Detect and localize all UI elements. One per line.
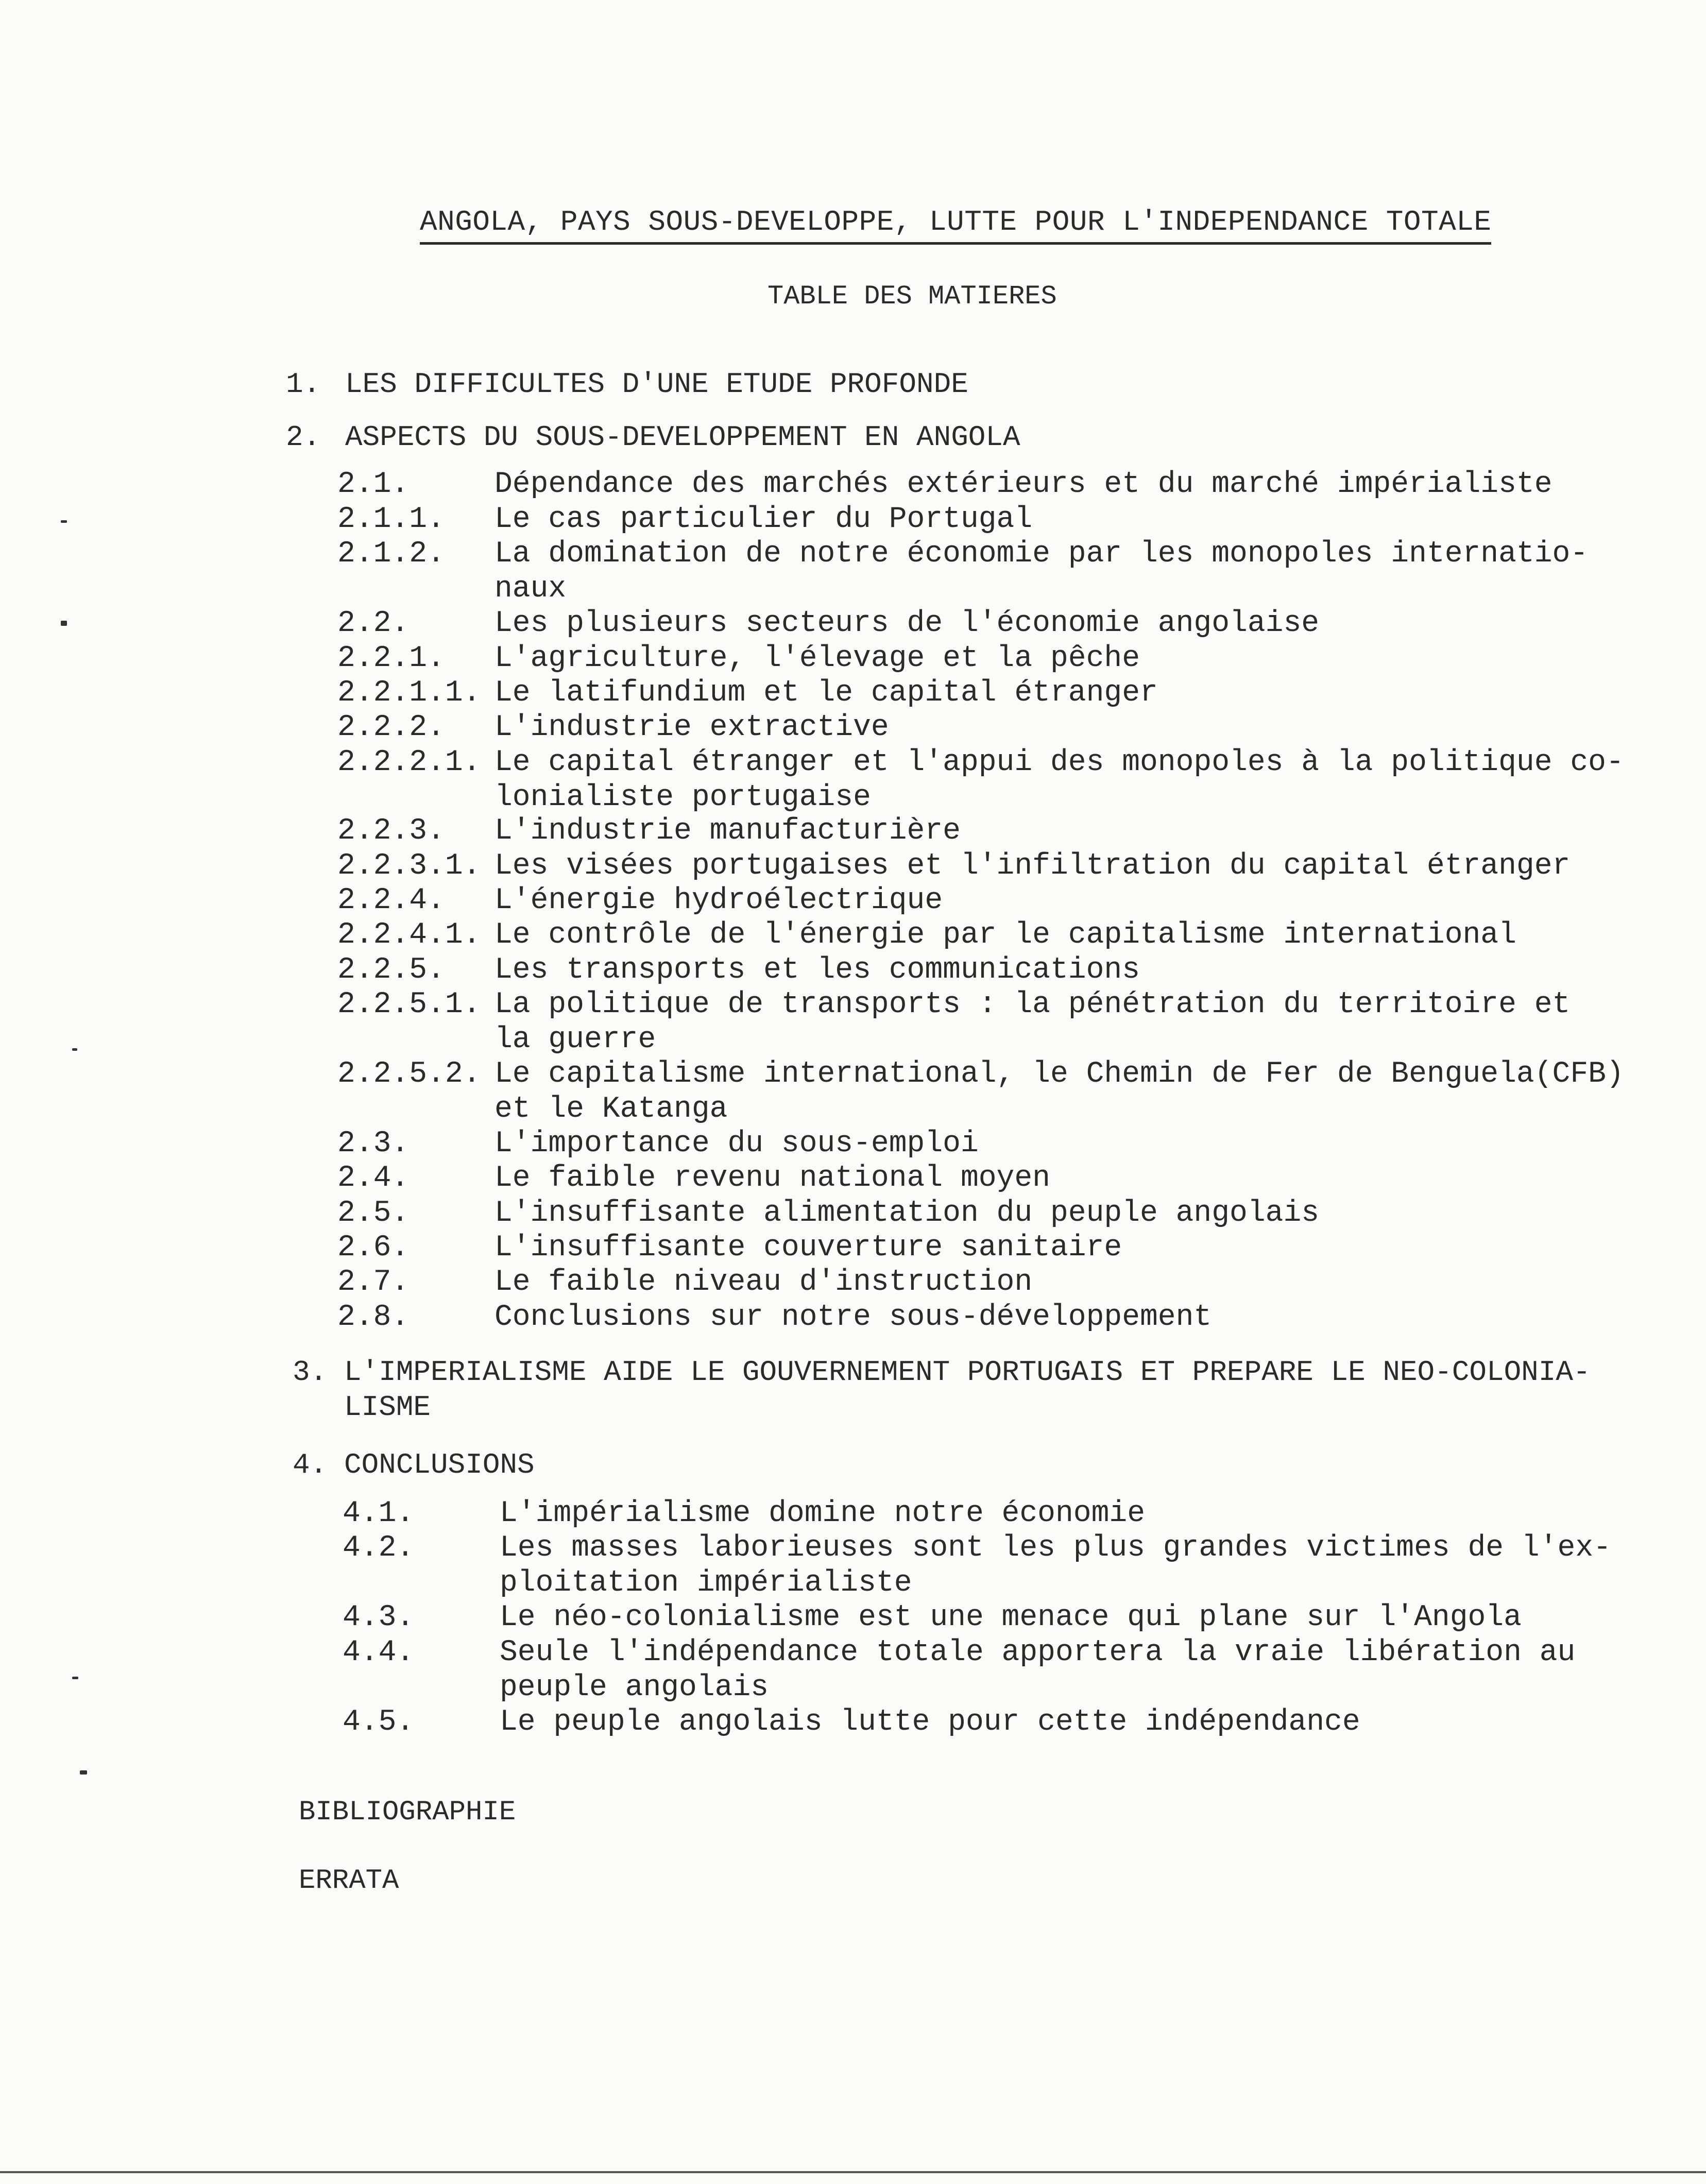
toc-entry-4-2[interactable] <box>343 1531 1611 1601</box>
toc-entry-2-2[interactable] <box>337 606 1319 641</box>
toc-section-1[interactable] <box>286 367 968 402</box>
toc-entry-number: 4.1. <box>343 1497 415 1530</box>
toc-entry-title: Le faible niveau d'instruction <box>494 1266 1033 1299</box>
toc-entry-title-continued: et le Katanga <box>494 1093 728 1126</box>
toc-entry-number: 2.2.5.2. <box>337 1057 481 1091</box>
toc-section-title: LES DIFFICULTES D'UNE ETUDE PROFONDE <box>345 368 968 401</box>
toc-entry-2-2-5-1[interactable] <box>337 987 1570 1057</box>
toc-entry-number: 2.2.5.1. <box>337 988 481 1021</box>
toc-entry-number: 2.2.2. <box>337 711 445 744</box>
toc-section-title: ASPECTS DU SOUS-DEVELOPPEMENT EN ANGOLA <box>345 421 1020 454</box>
toc-entry-number: 2.2.3.1. <box>337 849 481 883</box>
toc-entry-2-2-5-2[interactable] <box>337 1057 1624 1127</box>
toc-section-number: 2. <box>286 421 321 454</box>
toc-entry-2-2-1[interactable] <box>337 641 1140 676</box>
toc-section-title: CONCLUSIONS <box>344 1448 535 1481</box>
toc-entry-number: 4.5. <box>343 1705 415 1739</box>
toc-entry-number: 2.7. <box>337 1266 410 1299</box>
toc-entry-title: Le cas particulier du Portugal <box>494 503 1033 536</box>
toc-entry-title: Le peuple angolais lutte pour cette indépendance <box>500 1705 1360 1739</box>
toc-section-title-continued: LISME <box>344 1391 431 1424</box>
toc-entry-title: Le néo-colonialisme est une menace qui plane sur l'Angola <box>500 1601 1522 1634</box>
toc-section-number: 1. <box>286 368 321 401</box>
toc-entry-title: Le faible revenu national moyen <box>494 1162 1050 1195</box>
toc-entry-title: L'insuffisante alimentation du peuple angolais <box>494 1197 1320 1230</box>
toc-entry-title: Les transports et les communications <box>494 953 1140 987</box>
toc-entry-2-2-5[interactable] <box>337 953 1140 988</box>
toc-entry-title: Le latifundium et le capital étranger <box>494 676 1158 710</box>
toc-entry-title: L'industrie extractive <box>494 711 889 744</box>
toc-entry-2-1-2[interactable] <box>337 537 1588 607</box>
toc-errata[interactable]: ERRATA <box>299 1865 399 1897</box>
toc-entry-2-2-3[interactable] <box>337 814 961 849</box>
toc-entry-number: 2.1. <box>337 468 410 501</box>
toc-section-number: 3. <box>293 1356 328 1389</box>
toc-entry-number: 2.2. <box>337 607 410 640</box>
toc-entry-title: Dépendance des marchés extérieurs et du marché impérialiste <box>494 468 1553 501</box>
toc-entry-title: Conclusions sur notre sous-développement <box>494 1301 1212 1334</box>
toc-entry-2-3[interactable] <box>337 1127 979 1162</box>
toc-entry-number: 2.5. <box>337 1197 410 1230</box>
scan-edge-line <box>0 2171 1706 2173</box>
scan-speck <box>80 1770 87 1774</box>
toc-entry-title: L'insuffisante couverture sanitaire <box>494 1231 1122 1265</box>
toc-entry-4-4[interactable] <box>343 1635 1575 1705</box>
toc-entry-number: 2.2.5. <box>337 953 445 987</box>
toc-entry-number: 2.4. <box>337 1162 410 1195</box>
toc-entry-4-5[interactable] <box>343 1705 1360 1740</box>
scan-speck <box>72 1048 77 1051</box>
toc-bibliography[interactable]: BIBLIOGRAPHIE <box>299 1797 516 1828</box>
toc-section-number: 4. <box>293 1448 328 1481</box>
toc-entry-title: L'énergie hydroélectrique <box>494 884 943 917</box>
toc-entry-title: Les plusieurs secteurs de l'économie angolaise <box>494 607 1320 640</box>
toc-entry-title: Le capitalisme international, le Chemin de Fer de Benguela(CFB) <box>494 1057 1624 1091</box>
toc-entry-number: 2.2.2.1. <box>337 746 481 779</box>
toc-entry-2-2-2[interactable] <box>337 710 889 745</box>
toc-entry-title-continued: naux <box>494 572 567 606</box>
toc-entry-4-1[interactable] <box>343 1496 1145 1531</box>
toc-entry-title: L'impérialisme domine notre économie <box>500 1497 1146 1530</box>
toc-entry-title: L'agriculture, l'élevage et la pêche <box>494 642 1140 675</box>
toc-entry-title: Seule l'indépendance totale apportera la vraie libération au <box>500 1636 1576 1669</box>
toc-entry-4-3[interactable] <box>343 1600 1522 1635</box>
toc-heading: TABLE DES MATIERES <box>767 281 1057 312</box>
toc-entry-number: 2.1.1. <box>337 503 445 536</box>
toc-entry-title: La domination de notre économie par les monopoles internatio- <box>494 537 1589 571</box>
toc-entry-number: 2.2.4. <box>337 884 445 917</box>
toc-entry-title: Les visées portugaises et l'infiltration du capital étranger <box>494 849 1571 883</box>
toc-entry-number: 4.3. <box>343 1601 415 1634</box>
document-title: ANGOLA, PAYS SOUS-DEVELOPPE, LUTTE POUR L'INDEPENDANCE TOTALE <box>420 205 1491 245</box>
scan-speck <box>61 520 67 523</box>
toc-entry-title-continued: lonialiste portugaise <box>494 781 871 814</box>
toc-entry-2-7[interactable] <box>337 1265 1032 1300</box>
toc-entry-number: 2.3. <box>337 1127 410 1161</box>
toc-entry-2-2-4[interactable] <box>337 883 943 918</box>
toc-entry-title-continued: la guerre <box>494 1023 656 1056</box>
toc-entry-title: L'industrie manufacturière <box>494 814 961 848</box>
toc-entry-2-5[interactable] <box>337 1196 1319 1231</box>
toc-section-4[interactable] <box>293 1447 535 1482</box>
toc-entry-number: 2.1.2. <box>337 537 445 571</box>
toc-entry-title: Le contrôle de l'énergie par le capitalisme international <box>494 918 1516 952</box>
toc-section-3[interactable] <box>293 1355 1591 1425</box>
toc-entry-number: 2.2.1.1. <box>337 676 481 710</box>
toc-entry-title: Les masses laborieuses sont les plus grandes victimes de l'ex- <box>500 1531 1611 1565</box>
toc-entry-number: 2.2.4.1. <box>337 918 481 952</box>
toc-entry-number: 2.2.3. <box>337 814 445 848</box>
toc-entry-2-2-4-1[interactable] <box>337 918 1516 953</box>
toc-entry-number: 4.4. <box>343 1636 415 1669</box>
toc-entry-2-8[interactable] <box>337 1300 1212 1335</box>
toc-entry-2-2-1-1[interactable] <box>337 676 1158 711</box>
toc-entry-number: 4.2. <box>343 1531 415 1565</box>
toc-entry-2-2-3-1[interactable] <box>337 849 1570 884</box>
toc-entry-title: L'importance du sous-emploi <box>494 1127 979 1161</box>
toc-section-2[interactable] <box>286 420 1020 455</box>
toc-entry-title: La politique de transports : la pénétration du territoire et <box>494 988 1571 1021</box>
toc-entry-2-6[interactable] <box>337 1231 1122 1266</box>
toc-entry-2-1[interactable] <box>337 467 1553 502</box>
toc-entry-number: 2.8. <box>337 1301 410 1334</box>
toc-entry-2-4[interactable] <box>337 1161 1050 1196</box>
scan-speck <box>72 1677 78 1679</box>
toc-entry-title: Le capital étranger et l'appui des monopoles à la politique co- <box>494 746 1624 779</box>
toc-entry-title-continued: ploitation impérialiste <box>500 1566 912 1600</box>
toc-entry-2-2-2-1[interactable] <box>337 745 1624 815</box>
scan-speck <box>61 621 67 626</box>
toc-entry-title-continued: peuple angolais <box>500 1671 769 1704</box>
toc-entry-2-1-1[interactable] <box>337 502 1032 537</box>
toc-section-title: L'IMPERIALISME AIDE LE GOUVERNEMENT PORTUGAIS ET PREPARE LE NEO-COLONIA- <box>344 1356 1591 1389</box>
toc-entry-number: 2.2.1. <box>337 642 445 675</box>
toc-entry-number: 2.6. <box>337 1231 410 1265</box>
